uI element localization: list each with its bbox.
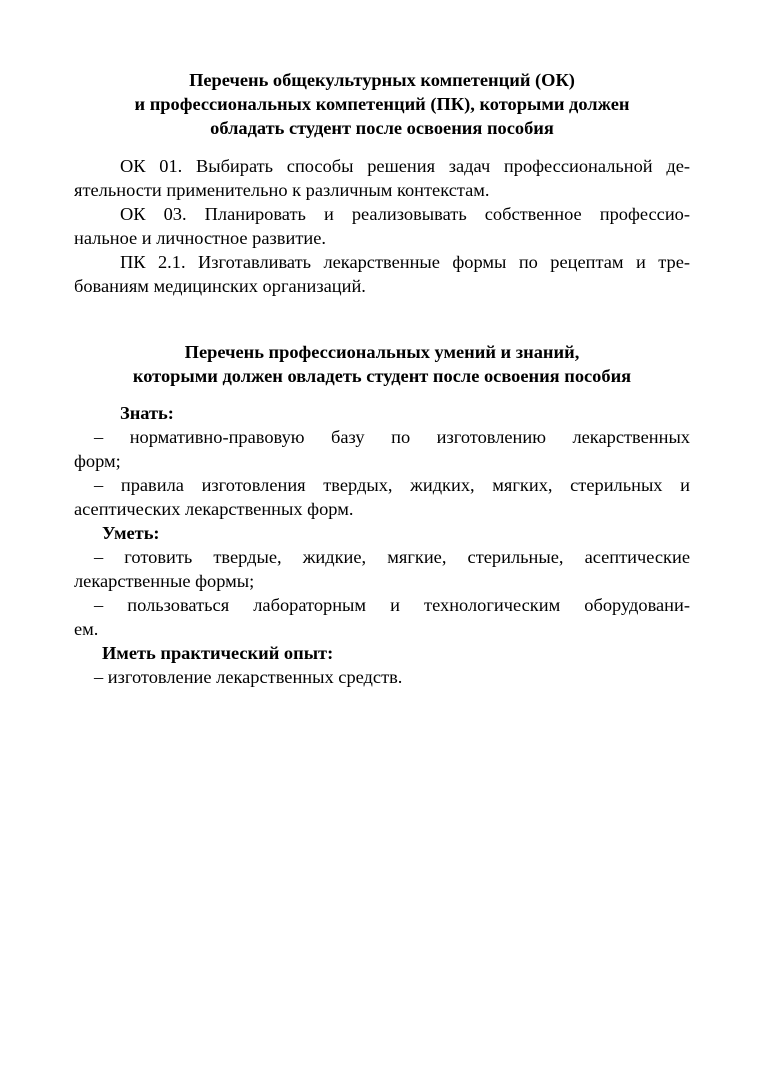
- able-label: Уметь:: [102, 523, 160, 543]
- competency-text-line: ОК 01. Выбирать способы решения задач профессиональной де-: [120, 156, 690, 176]
- competency-text-line: бованиям медицинских организаций.: [74, 276, 366, 296]
- list-item-line: – нормативно-правовую базу по изготовлению лекарственных: [94, 427, 690, 447]
- competency-ok01: [74, 154, 690, 202]
- list-item-line: асептических лекарственных форм.: [74, 499, 354, 519]
- skills-heading-line: Перечень профессиональных умений и знаний,: [184, 342, 580, 362]
- list-item-line: – пользоваться лабораторным и технологическим оборудовани-: [94, 595, 690, 615]
- skills-heading: [74, 340, 690, 388]
- list-item-line: – готовить твердые, жидкие, мягкие, стерильные, асептические: [94, 547, 690, 567]
- know-item: [74, 425, 690, 473]
- competencies-list: [74, 154, 690, 298]
- competency-ok03: [74, 202, 690, 250]
- competencies-heading-line: обладать студент после освоения пособия: [210, 118, 554, 138]
- competencies-heading: [74, 68, 690, 140]
- skills-list: [74, 401, 690, 689]
- competency-text-line: ОК 03. Планировать и реализовывать собственное профессио-: [120, 204, 690, 224]
- competencies-heading-line: и профессиональных компетенций (ПК), которыми должен: [134, 94, 630, 114]
- able-item: [74, 593, 690, 641]
- able-item: [74, 545, 690, 593]
- competency-text-line: ятельности применительно к различным контекстам.: [74, 180, 490, 200]
- competency-text-line: нальное и личностное развитие.: [74, 228, 326, 248]
- experience-item: – изготовление лекарственных средств.: [94, 667, 403, 687]
- list-item-line: ем.: [74, 619, 99, 639]
- competency-text-line: ПК 2.1. Изготавливать лекарственные формы по рецептам и тре-: [120, 252, 690, 272]
- know-label: Знать:: [120, 403, 174, 423]
- know-item: [74, 473, 690, 521]
- list-item-line: лекарственные формы;: [74, 571, 255, 591]
- document-page: [74, 68, 690, 689]
- list-item-line: форм;: [74, 451, 121, 471]
- competency-pk21: [74, 250, 690, 298]
- skills-heading-line: которыми должен овладеть студент после освоения пособия: [132, 366, 632, 386]
- competencies-heading-line: Перечень общекультурных компетенций (ОК): [189, 70, 575, 90]
- experience-label: Иметь практический опыт:: [102, 643, 334, 663]
- list-item-line: – правила изготовления твердых, жидких, мягких, стерильных и: [94, 475, 690, 495]
